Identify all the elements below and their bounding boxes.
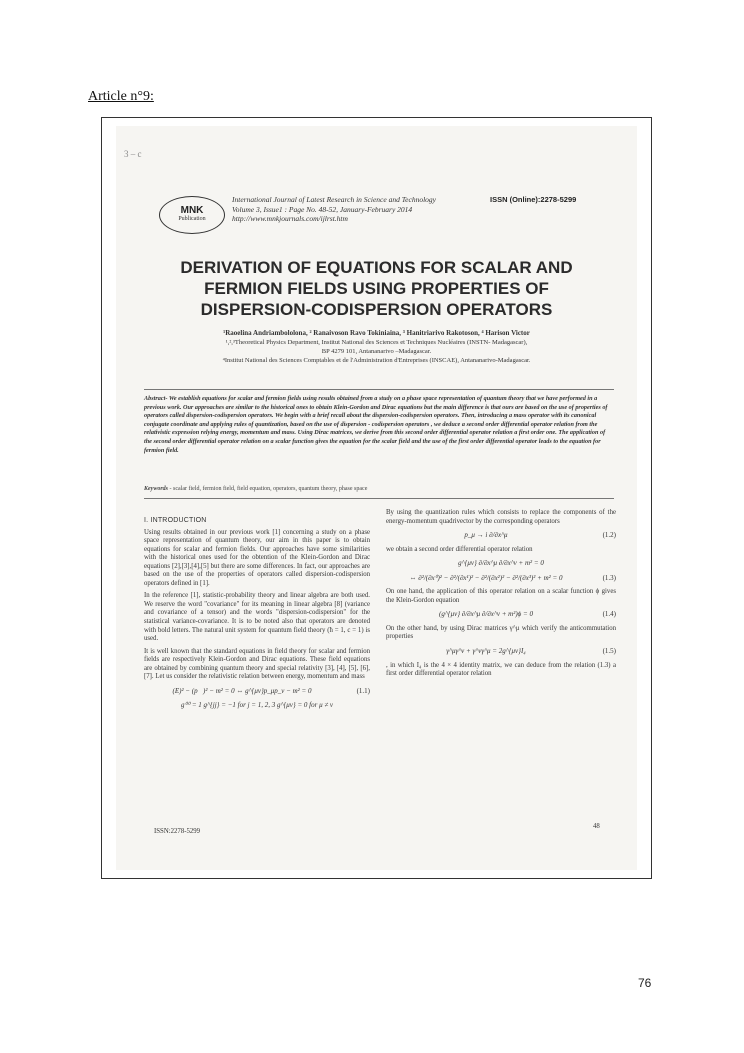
affiliation-2: BP 4279 101, Antananarivo –Madagascar. — [321, 348, 432, 355]
journal-url: http://www.mnkjournals.com/ijlrst.htm — [232, 214, 348, 223]
logo-sub-text: Publication — [178, 216, 206, 222]
equation-expr: ⇔ ∂²/(∂x⁰)² − ∂²/(∂x¹)² − ∂²/(∂x²)² − ∂²/(∂x³)² + m² = 0 — [409, 573, 563, 582]
scan-mark: 3 – c — [124, 149, 142, 159]
equation-expr: (E)² − (p⃗)² − m² = 0 ⇔ g^{μν}p_μp_ν − m² = 0 — [172, 686, 312, 695]
equation-number: (1.5) — [602, 647, 616, 656]
equation-expr: p_μ → i ∂/∂x^μ — [464, 531, 508, 540]
paper-title — [116, 257, 637, 320]
abstract — [144, 395, 614, 455]
abstract-text: We establish equations for scalar and fermion fields using results obtained from a study on a phase space representation of quantum theory that we have performed in a previous work. Our approaches are similar to the historical ones to obtain Klein-Gordon and Dirac equations but the main difference is that ours are based on the use of properties of operators called dispersion-codispersion operators. We begin with a brief recall about the dispersion-codispersion operators. Then, introducing a mass operator with its canonical conjugate coordinate and applying rules of quantization, based on the use of dispersion - codispersion operators , we deduce a second order differential operator relation from the relativistic expression relying energy, momentum and mass. Using Dirac matrices, we derive from this second order differential operator relation a first order one. The application of the second order differential operator relation on a scalar function gives the equation for the scalar field and the use of the first order differential operator leads to the equation for fermion field. — [144, 395, 608, 454]
paragraph: Using results obtained in our previous work [1] concerning a study on a phase space representation of quantum theory, our aim in this paper is to obtain equations for scalar and fermion fields. Our approaches have some similarities with the historical ones used for the obtention of the Klein-Gordon and Dirac equations [2],[3],[4],[5] but there are some differences. In fact, our approaches are based on the use of the properties of operators called dispersion-codispersion operators defined in [1]. — [144, 528, 370, 587]
affiliation-1: ¹,²,³Theoretical Physics Department, Institut National des Sciences et Techniques Nucléaires (INSTN- Madagascar), — [225, 339, 528, 346]
author-names: ¹Raoelina Andriambololona, ² Ranaivoson Ravo Tokiniaina, ³ Hanitriarivo Rakotoson, ⁴ Harison Victor — [223, 329, 530, 337]
paragraph: By using the quantization rules which consists to replace the components of the energy-momentum quadrivector by the corresponding operators — [386, 509, 616, 525]
scanned-page-frame — [101, 117, 652, 879]
article-label: Article n°9: — [88, 89, 154, 104]
logo-main-text: MNK — [180, 205, 204, 216]
abstract-label: Abstract- — [144, 395, 168, 402]
right-column — [386, 509, 616, 683]
title-line-1: DERIVATION OF EQUATIONS FOR SCALAR AND — [180, 258, 573, 277]
equation-1-3a — [386, 559, 616, 568]
keywords — [144, 486, 614, 492]
left-column — [144, 517, 370, 716]
paragraph: we obtain a second order differential operator relation — [386, 545, 533, 553]
equation-number: (1.1) — [356, 686, 370, 695]
equation-expr: (g^{μν} ∂/∂x^μ ∂/∂x^ν + m²)ϕ = 0 — [438, 610, 534, 619]
footer-page-number: 48 — [593, 823, 600, 830]
equation-1-5 — [386, 647, 616, 656]
keywords-label: Keywords — [144, 486, 168, 492]
paragraph: , in which I₄ is the 4 × 4 identity matrix, we can deduce from the relation (1.3) a first order differential operator relation — [386, 661, 616, 678]
equation-metric — [144, 701, 370, 710]
section-heading: I. INTRODUCTION — [144, 517, 207, 524]
equation-expr: g⁰⁰ = 1 g^{jj} = −1 for j = 1, 2, 3 g^{μν} = 0 for μ ≠ ν — [180, 701, 334, 710]
equation-1-3 — [386, 574, 616, 583]
equation-1-4 — [386, 610, 616, 619]
title-line-2: FERMION FIELDS USING PROPERTIES OF — [204, 279, 549, 298]
journal-info — [232, 195, 436, 224]
issn-online: ISSN (Online):2278-5299 — [490, 195, 577, 204]
keywords-text: - scalar field, fermion field, field equation, operators, quantum theory, phase space — [168, 486, 368, 492]
divider — [144, 498, 614, 499]
title-line-3: DISPERSION-CODISPERSION OPERATORS — [200, 300, 553, 319]
equation-expr: g^{μν} ∂/∂x^μ ∂/∂x^ν + m² = 0 — [458, 559, 544, 568]
journal-volume: Volume 3, Issue1 : Page No. 48-52, January-February 2014 — [232, 204, 413, 214]
paragraph: It is well known that the standard equations in field theory for scalar and fermion fields are respectively Klein-Gordon and Dirac equations. These field equations are obtained by combining quantum theory and special relativity [3], [4], [5], [6], [7]. Let us consider the relativistic relation between energy, momentum and mass — [144, 647, 370, 681]
paragraph: In the reference [1], statistic-probability theory and linear algebra are both used. We reserve the word "covariance" for its meaning in linear algebra [8] (variance and covariance of a tensor) and the words "dispersion-codispersion" for the statistical variance-covariance. It is to be noted also that operators are denoted with bold letters. The natural unit system for quantum field theory (ħ = 1, c = 1) is used. — [144, 592, 370, 643]
paragraph: On one hand, the application of this operator relation on a scalar function ϕ gives the Klein-Gordon equation — [386, 588, 616, 604]
footer-issn: ISSN:2278-5299 — [154, 828, 201, 835]
journal-name: International Journal of Latest Research in Science and Technology — [232, 195, 436, 204]
divider — [144, 389, 614, 390]
page-number: 76 — [638, 976, 652, 990]
paragraph: On the other hand, by using Dirac matrices γ^μ which verify the anticommutation properties — [386, 624, 616, 641]
equation-number: (1.3) — [602, 573, 616, 582]
equation-number: (1.4) — [602, 610, 616, 619]
equation-number: (1.2) — [602, 531, 616, 540]
equation-1-1 — [144, 687, 370, 696]
publisher-logo — [159, 196, 225, 234]
scanned-article — [116, 126, 637, 870]
equation-expr: γ^μγ^ν + γ^νγ^μ = 2g^{μν}I₄ — [446, 647, 526, 656]
authors-block — [116, 329, 637, 365]
equation-1-2 — [386, 531, 616, 540]
affiliation-3: ⁴Institut National des Sciences Comptables et de l'Administration d'Entreprises (INSCAE), Antananarivo-Madagascar. — [222, 357, 531, 364]
